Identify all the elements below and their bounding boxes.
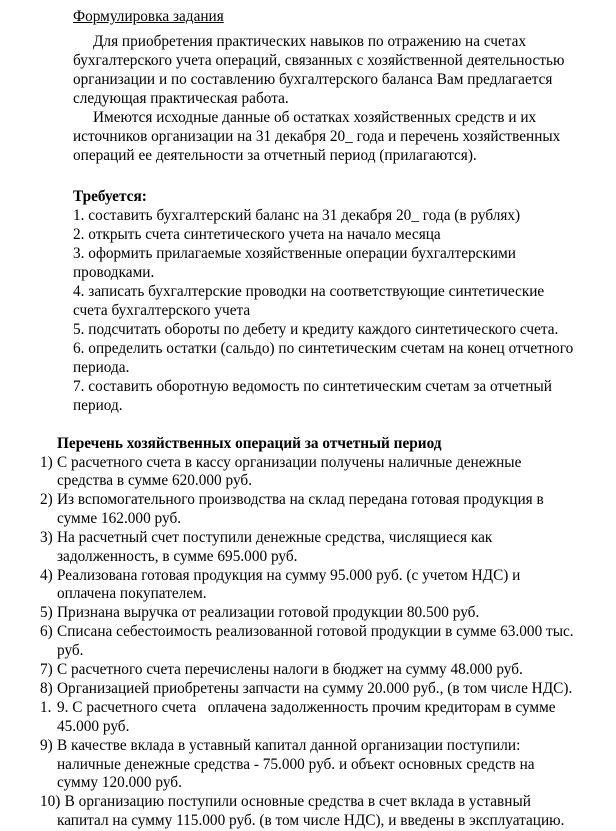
operation-text-line: С расчетного счета перечислены налоги в бюджет на сумму 48.000 руб. xyxy=(57,661,523,679)
operation-text-line: Из вспомогательного производства на склад передана готовая продукция в xyxy=(57,491,544,509)
requirement-line: 6. определить остатки (сальдо) по синтетическим счетам на конец отчетного xyxy=(73,340,574,357)
document-title: Формулировка задания xyxy=(73,8,224,25)
operation-item xyxy=(40,623,574,660)
operation-item xyxy=(40,699,574,736)
operation-number: 3) xyxy=(40,528,53,546)
operation-text-line: задолженность, в сумме 695.000 руб. xyxy=(57,547,298,565)
requirement-line: 3. оформить прилагаемые хозяйственные операции бухгалтерскими xyxy=(73,245,516,262)
operation-number: 5) xyxy=(40,604,53,622)
operation-number: 6) xyxy=(40,623,53,641)
operation-number: 1) xyxy=(40,453,53,471)
operation-number: 7) xyxy=(40,661,53,679)
operation-text-line: 9. С расчетного счета оплачена задолженность прочим кредиторам в сумме xyxy=(57,699,556,717)
text-line: источников организации на 31 декабря 20_ года и перечень хозяйственных xyxy=(73,128,561,145)
requirement-line: проводками. xyxy=(73,264,155,281)
intro-paragraph-1 xyxy=(73,32,564,108)
requirement-line: 5. подсчитать обороты по дебету и кредиту каждого синтетического счета. xyxy=(73,321,559,338)
intro-section xyxy=(73,32,564,165)
requirement-line: 2. открыть счета синтетического учета на начало месяца xyxy=(73,226,441,243)
requirements-heading: Требуется: xyxy=(73,188,147,205)
operation-text-line: Списана себестоимость реализованной готовой продукции в сумме 63.000 тыс. xyxy=(57,623,574,641)
operation-text-line: сумме 162.000 руб. xyxy=(57,509,182,527)
operation-text-line: сумму 120.000 руб. xyxy=(57,774,182,792)
requirement-line: период. xyxy=(73,397,123,414)
requirement-line: периода. xyxy=(73,359,130,376)
text-line: Для приобретения практических навыков по отражению на счетах xyxy=(93,33,527,50)
operation-item xyxy=(40,567,574,604)
operation-number: 1. xyxy=(40,699,52,717)
operation-number: 2) xyxy=(40,491,53,509)
operation-text-line: Организацией приобретены запчасти на сумму 20.000 руб., (в том числе НДС). xyxy=(57,680,573,698)
operation-text-line: Признана выручка от реализации готовой продукции 80.500 руб. xyxy=(57,604,480,622)
operations-heading: Перечень хозяйственных операций за отчетный период xyxy=(57,435,442,452)
requirement-line: 4. записать бухгалтерские проводки на соответствующие синтетические xyxy=(73,283,545,300)
requirement-line: счета бухгалтерского учета xyxy=(73,302,251,319)
operation-item xyxy=(40,529,574,566)
text-line: следующая практическая работа. xyxy=(73,90,289,107)
operation-text-line: оплачена покупателем. xyxy=(57,585,207,603)
operation-item xyxy=(40,793,574,830)
text-line: бухгалтерского учета операций, связанных с хозяйственной деятельностью xyxy=(73,52,565,69)
operation-text-line: средства в сумме 620.000 руб. xyxy=(57,472,253,490)
operation-number: 4) xyxy=(40,566,53,584)
operation-text-line: Реализована готовая продукция на сумму 95.000 руб. (с учетом НДС) и xyxy=(57,566,521,584)
requirement-line: 7. составить оборотную ведомость по синтетическим счетам за отчетный xyxy=(73,378,552,395)
requirements-section xyxy=(73,187,573,415)
operation-text-line: С расчетного счета в кассу организации получены наличные денежные xyxy=(57,453,522,471)
text-line: Имеются исходные данные об остатках хозяйственных средств и их xyxy=(93,109,537,126)
operations-list xyxy=(40,454,574,831)
operation-text-line: В организацию поступили основные средства в счет вклада в уставный xyxy=(57,793,531,811)
operation-item xyxy=(40,680,574,699)
requirement-line: 1. составить бухгалтерский баланс на 31 декабря 20_ года (в рублях) xyxy=(73,207,521,224)
operation-text-line: На расчетный счет поступили денежные средства, числящиеся как xyxy=(57,528,493,546)
operation-text-line: 45.000 руб. xyxy=(57,717,130,735)
operation-text-line: капитал на сумму 115.000 руб. (в том числе НДС), и введены в эксплуатацию. xyxy=(57,811,565,829)
operation-item xyxy=(40,454,574,491)
operation-text-line: В качестве вклада в уставный капитал данной организации поступили: xyxy=(57,737,521,754)
operation-item xyxy=(40,661,574,680)
text-line: операций ее деятельности за отчетный период (прилагаются). xyxy=(73,147,477,164)
text-line: организации и по составлению бухгалтерского баланса Вам предлагается xyxy=(73,71,553,88)
operation-text-line: наличные денежные средства - 75.000 руб. и объект основных средств на xyxy=(57,755,535,773)
operation-number: 10) xyxy=(40,793,61,811)
operation-item xyxy=(40,737,574,793)
operation-item xyxy=(40,604,574,623)
operation-number: 9) xyxy=(40,737,53,754)
operation-text-line: руб. xyxy=(57,642,84,660)
operation-item xyxy=(40,491,574,528)
operations-section xyxy=(40,435,574,831)
operation-number: 8) xyxy=(40,680,53,698)
intro-paragraph-2 xyxy=(73,108,564,165)
